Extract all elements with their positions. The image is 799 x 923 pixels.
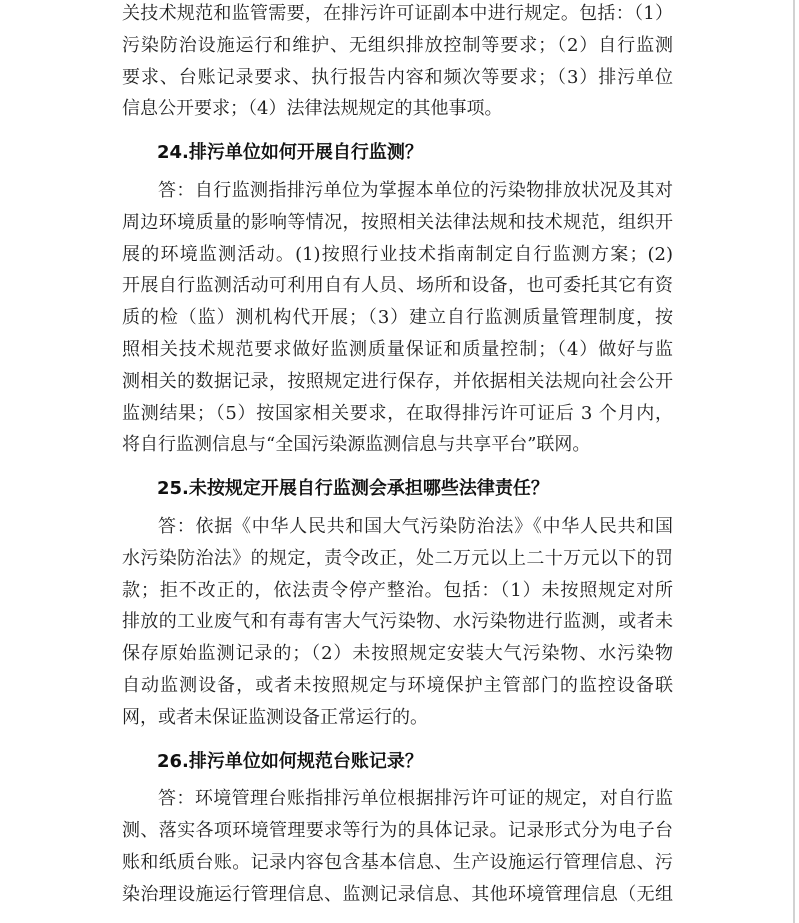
answer-paragraph bbox=[122, 783, 673, 910]
paragraph-line: 答：自行监测指排污单位为掌握本单位的污染物排放状况及其对 bbox=[158, 179, 673, 201]
paragraph-line: 染治理设施运行管理信息、监测记录信息、其他环境管理信息（无组 bbox=[122, 883, 673, 905]
paragraph-line: 账和纸质台账。记录内容包含基本信息、生产设施运行管理信息、污 bbox=[122, 851, 673, 873]
section-heading: 24.排污单位如何开展自行监测？ bbox=[157, 142, 423, 164]
section-26 bbox=[122, 746, 673, 911]
paragraph-line: 开展自行监测活动可利用自有人员、场所和设备，也可委托其它有资 bbox=[122, 275, 673, 297]
answer-paragraph bbox=[122, 175, 673, 461]
paragraph-line: 照相关技术规范要求做好监测质量保证和质量控制；（4）做好与监 bbox=[122, 338, 673, 360]
paragraph-line: 水污染防治法》的规定，责令改正，处二万元以上二十万元以下的罚 bbox=[122, 547, 673, 569]
paragraph-line: 网，或者未保证监测设备正常运行的。 bbox=[122, 706, 428, 728]
section-25 bbox=[122, 473, 673, 733]
paragraph-line: 自动监测设备，或者未按照规定与环境保护主管部门的监控设备联 bbox=[122, 674, 673, 696]
answer-paragraph bbox=[122, 511, 673, 734]
paragraph-line: 信息公开要求；（4）法律法规规定的其他事项。 bbox=[122, 98, 503, 120]
paragraph-line: 答：依据《中华人民共和国大气污染防治法》《中华人民共和国 bbox=[158, 515, 673, 537]
paragraph-line: 监测结果；（5）按国家相关要求，在取得排污许可证后 3 个月内， bbox=[122, 402, 673, 424]
section-24 bbox=[122, 137, 673, 461]
paragraph-line: 保存原始监测记录的；（2）未按照规定安装大气污染物、水污染物 bbox=[122, 643, 673, 665]
paragraph-line: 款；拒不改正的，依法责令停产整治。包括：（1）未按照规定对所 bbox=[122, 579, 673, 601]
paragraph-line: 测、落实各项环境管理要求等行为的具体记录。记录形式分为电子台 bbox=[122, 820, 673, 842]
paragraph-line: 展的环境监测活动。(1)按照行业技术指南制定自行监测方案；(2) bbox=[122, 243, 673, 265]
paragraph-line: 质的检（监）测机构代开展；（3）建立自行监测质量管理制度，按 bbox=[122, 307, 673, 329]
paragraph-line: 污染防治设施运行和维护、无组织排放控制等要求；（2）自行监测 bbox=[122, 34, 673, 56]
section-heading: 25.未按规定开展自行监测会承担哪些法律责任？ bbox=[157, 478, 549, 500]
paragraph-line: 答：环境管理台账指排污单位根据排污许可证的规定，对自行监 bbox=[158, 788, 673, 810]
intro-paragraph bbox=[122, 0, 673, 125]
paragraph-line: 周边环境质量的影响等情况，按照相关法律法规和技术规范，组织开 bbox=[122, 211, 673, 233]
document-page bbox=[122, 0, 673, 911]
paragraph-line: 排放的工业废气和有毒有害大气污染物、水污染物进行监测，或者未 bbox=[122, 611, 673, 633]
paragraph-line: 将自行监测信息与“全国污染源监测信息与共享平台”联网。 bbox=[122, 434, 591, 456]
page-edge-divider bbox=[793, 0, 795, 923]
paragraph-line: 要求、台账记录要求、执行报告内容和频次等要求；（3）排污单位 bbox=[122, 66, 673, 88]
paragraph-line: 关技术规范和监管需要，在排污许可证副本中进行规定。包括：（1） bbox=[122, 3, 673, 24]
section-heading: 26.排污单位如何规范台账记录？ bbox=[157, 750, 423, 772]
paragraph-line: 测相关的数据记录，按照规定进行保存，并依据相关法规向社会公开 bbox=[122, 370, 673, 392]
